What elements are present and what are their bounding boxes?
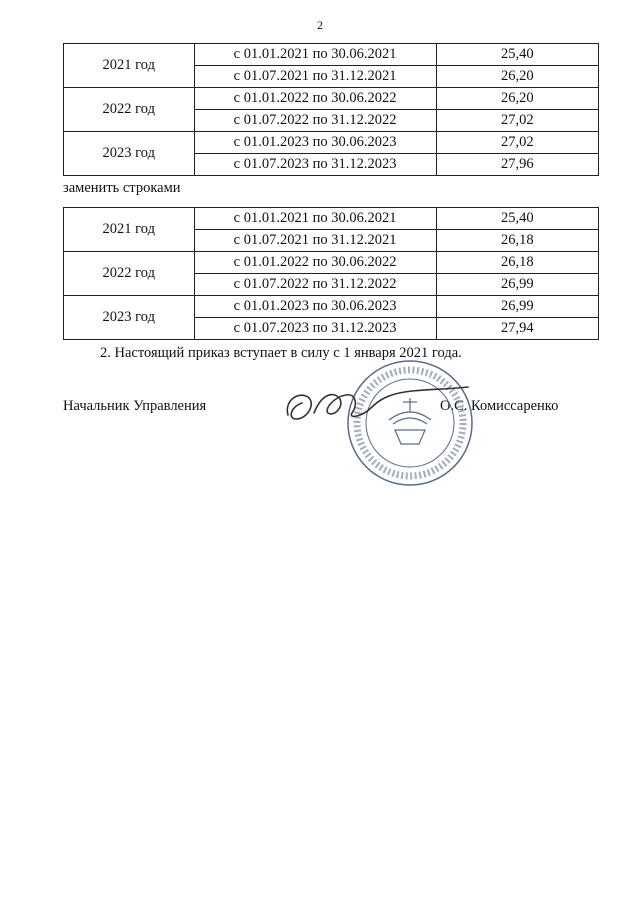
value-cell: 27,02 — [436, 110, 598, 132]
value-cell: 26,20 — [436, 66, 598, 88]
rates-table-new — [63, 207, 599, 340]
period-cell: с 01.01.2022 по 30.06.2022 — [194, 252, 436, 274]
period-cell: с 01.07.2021 по 31.12.2021 — [194, 230, 436, 252]
table-row — [64, 296, 599, 318]
rates-table-old — [63, 43, 599, 176]
year-cell: 2021 год — [64, 44, 195, 88]
signer-position: Начальник Управления — [63, 398, 207, 414]
value-cell: 26,20 — [436, 88, 598, 110]
year-cell: 2021 год — [64, 208, 195, 252]
period-cell: с 01.07.2023 по 31.12.2023 — [194, 318, 436, 340]
table-row — [64, 252, 599, 274]
value-cell: 26,99 — [436, 296, 598, 318]
year-cell: 2022 год — [64, 252, 195, 296]
year-cell: 2023 год — [64, 132, 195, 176]
clause-2: 2. Настоящий приказ вступает в силу с 1 января 2021 года. — [100, 345, 462, 361]
value-cell: 27,96 — [436, 154, 598, 176]
year-cell: 2022 год — [64, 88, 195, 132]
value-cell: 27,02 — [436, 132, 598, 154]
period-cell: с 01.01.2021 по 30.06.2021 — [194, 44, 436, 66]
period-cell: с 01.01.2022 по 30.06.2022 — [194, 88, 436, 110]
table-row — [64, 132, 599, 154]
value-cell: 27,94 — [436, 318, 598, 340]
value-cell: 25,40 — [436, 208, 598, 230]
value-cell: 26,18 — [436, 252, 598, 274]
period-cell: с 01.01.2023 по 30.06.2023 — [194, 132, 436, 154]
signature-stroke — [287, 387, 468, 419]
period-cell: с 01.01.2021 по 30.06.2021 — [194, 208, 436, 230]
table-row — [64, 44, 599, 66]
replace-instruction: заменить строками — [63, 180, 181, 196]
period-cell: с 01.07.2023 по 31.12.2023 — [194, 154, 436, 176]
table-row — [64, 208, 599, 230]
page-number: 2 — [317, 18, 323, 32]
table-row — [64, 88, 599, 110]
year-cell: 2023 год — [64, 296, 195, 340]
period-cell: с 01.07.2022 по 31.12.2022 — [194, 110, 436, 132]
handwritten-signature-icon — [282, 383, 472, 431]
value-cell: 25,40 — [436, 44, 598, 66]
value-cell: 26,99 — [436, 274, 598, 296]
period-cell: с 01.01.2023 по 30.06.2023 — [194, 296, 436, 318]
signer-name: О.С. Комиссаренко — [440, 398, 559, 414]
value-cell: 26,18 — [436, 230, 598, 252]
period-cell: с 01.07.2021 по 31.12.2021 — [194, 66, 436, 88]
period-cell: с 01.07.2022 по 31.12.2022 — [194, 274, 436, 296]
